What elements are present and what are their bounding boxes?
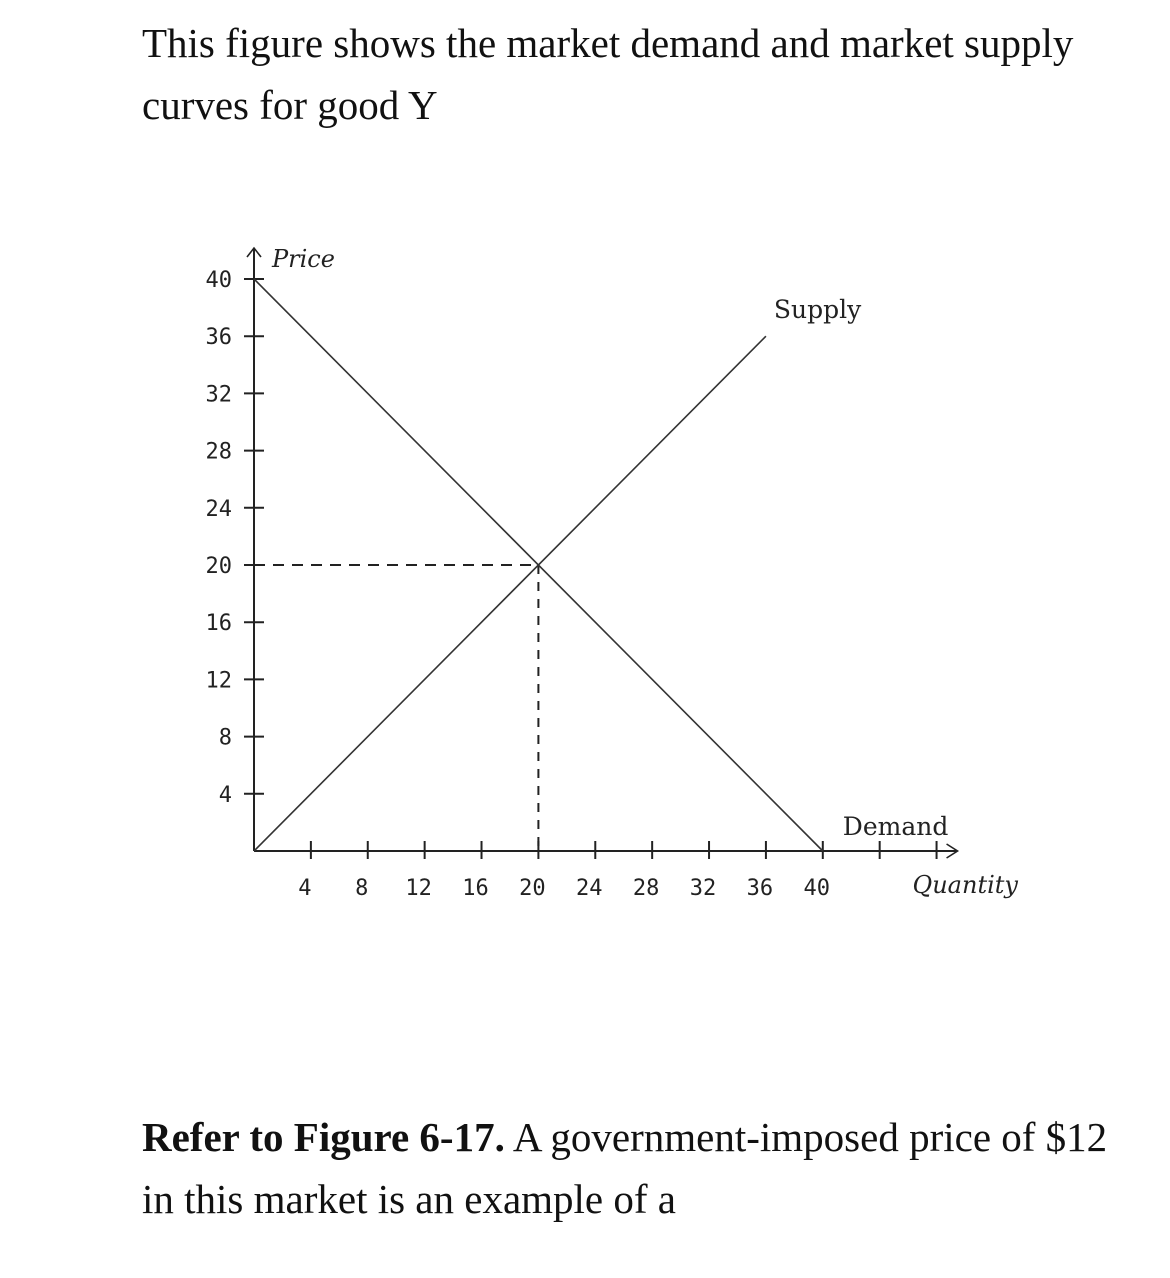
- x-tick-label-16: 16: [462, 876, 489, 901]
- y-tick-label-32: 32: [205, 382, 232, 408]
- y-tick-label-28: 28: [205, 439, 232, 465]
- ticks: [206, 268, 937, 901]
- x-tick-label-32: 32: [689, 876, 717, 901]
- x-tick-label-24: 24: [576, 876, 603, 901]
- supply-label: Supply: [773, 295, 862, 325]
- y-tick-label-8: 8: [218, 725, 232, 751]
- y-tick-label-20: 20: [205, 554, 232, 579]
- x-tick-label-4: 4: [298, 876, 312, 901]
- x-tick-label-20: 20: [519, 876, 546, 901]
- x-tick-label-12: 12: [405, 876, 432, 901]
- x-tick-label-40: 40: [803, 876, 831, 901]
- y-axis-label: Price: [272, 245, 335, 273]
- intro-text: This figure shows the market demand and market supply curves for good Y: [142, 20, 1074, 128]
- x-tick-label-36: 36: [746, 876, 774, 901]
- question-rest: A government-imposed price of $12 in this market is an example of a: [142, 1114, 1108, 1222]
- question-bold: Refer to Figure 6-17.: [142, 1114, 505, 1160]
- x-axis-label: Quantity: [912, 871, 1018, 899]
- axes: [247, 248, 958, 858]
- y-tick-label-16: 16: [205, 611, 232, 637]
- y-tick-label-4: 4: [218, 782, 232, 808]
- labels: [271, 245, 1018, 899]
- demand-label: Demand: [842, 812, 949, 841]
- question-text: [142, 1106, 1122, 1230]
- x-tick-label-28: 28: [632, 876, 660, 901]
- x-tick-label-8: 8: [355, 876, 369, 901]
- y-tick-label-40: 40: [205, 268, 232, 293]
- y-tick-label-36: 36: [205, 325, 232, 351]
- y-tick-label-24: 24: [205, 496, 232, 522]
- supply-curve: [254, 336, 766, 851]
- y-tick-label-12: 12: [205, 668, 232, 694]
